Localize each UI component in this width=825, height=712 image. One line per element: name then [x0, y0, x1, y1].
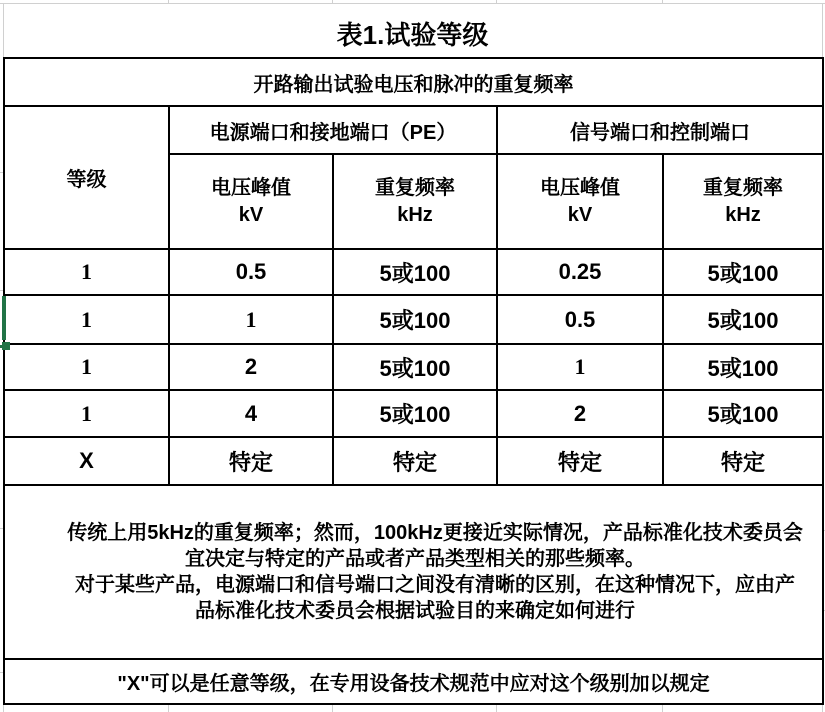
data-cell[interactable]: 5或100: [333, 295, 497, 344]
data-cell[interactable]: 5或100: [333, 249, 497, 295]
test-levels-table: [3, 57, 824, 705]
subheader-line1: 重复频率: [375, 176, 455, 199]
subheader-line2: kHz: [725, 203, 761, 226]
subheader-line2: kV: [238, 203, 264, 226]
subheader-cell[interactable]: [333, 154, 497, 249]
gridline-vertical: [168, 704, 169, 712]
table-row: [4, 106, 823, 154]
data-cell[interactable]: X: [4, 437, 169, 485]
gridline-vertical: [496, 704, 497, 712]
gridline-tick: [168, 0, 169, 4]
data-cell[interactable]: 特定: [497, 437, 663, 485]
table-row: [4, 249, 823, 295]
table-row: [4, 295, 823, 344]
data-cell[interactable]: 特定: [333, 437, 497, 485]
data-cell[interactable]: 特定: [663, 437, 823, 485]
data-cell[interactable]: 0.25: [497, 249, 663, 295]
table-row: [4, 437, 823, 485]
gridline-tick: [662, 0, 663, 4]
table-row: [4, 485, 823, 659]
selection-border: [2, 296, 6, 340]
table-row: [4, 344, 823, 390]
note-line: 传统上用5kHz的重复频率；然而，100kHz更接近实际情况，产品标准化技术委员会: [67, 522, 803, 544]
subheader-cell[interactable]: [169, 154, 333, 249]
data-cell[interactable]: 5或100: [663, 344, 823, 390]
selection-border: [0, 345, 2, 348]
table-row: [4, 58, 823, 106]
data-cell[interactable]: 2: [169, 344, 333, 390]
subheader-line1: 电压峰值: [211, 176, 291, 199]
data-cell[interactable]: 1: [497, 344, 663, 390]
data-cell[interactable]: 5或100: [333, 390, 497, 437]
data-cell[interactable]: 1: [4, 390, 169, 437]
data-cell[interactable]: 0.5: [169, 249, 333, 295]
group-header-cell-signal[interactable]: 信号端口和控制端口: [497, 106, 823, 154]
data-cell[interactable]: 5或100: [333, 344, 497, 390]
level-header-cell[interactable]: 等级: [4, 106, 169, 249]
gridline-vertical: [662, 704, 663, 712]
data-cell[interactable]: 5或100: [663, 295, 823, 344]
data-cell[interactable]: 4: [169, 390, 333, 437]
fill-handle[interactable]: [2, 342, 10, 350]
gridline-horizontal-top: [0, 3, 825, 4]
group-header-cell-power[interactable]: 电源端口和接地端口（PE）: [169, 106, 497, 154]
subheader-line1: 电压峰值: [540, 176, 620, 199]
gridline-vertical: [822, 704, 823, 712]
table-row: [4, 390, 823, 437]
table-row: [4, 659, 823, 704]
data-cell[interactable]: 1: [4, 295, 169, 344]
data-cell[interactable]: 1: [4, 344, 169, 390]
subheader-cell[interactable]: [497, 154, 663, 249]
data-cell[interactable]: 5或100: [663, 249, 823, 295]
data-cell[interactable]: 1: [4, 249, 169, 295]
data-cell[interactable]: 1: [169, 295, 333, 344]
subheader-line2: kHz: [397, 203, 433, 226]
note-line: 品标准化技术委员会根据试验目的来确定如何进行: [195, 600, 636, 622]
note-line: 宜决定与特定的产品或者产品类型相关的那些频率。: [185, 548, 646, 570]
subheader-cell[interactable]: [663, 154, 823, 249]
data-cell[interactable]: 特定: [169, 437, 333, 485]
footer-note-cell[interactable]: "X"可以是任意等级，在专用设备技术规范中应对这个级别加以规定: [4, 659, 823, 704]
span-header-cell[interactable]: 开路输出试验电压和脉冲的重复频率: [4, 58, 823, 106]
gridline-vertical: [332, 704, 333, 712]
subheader-line1: 重复频率: [703, 176, 784, 199]
gridline-tick: [332, 0, 333, 4]
note-line: 对于某些产品，电源端口和信号端口之间没有清晰的区别，在这种情况下，应由产: [75, 574, 796, 596]
subheader-line2: kV: [567, 203, 593, 226]
data-cell[interactable]: 5或100: [663, 390, 823, 437]
page-title: 表1.试验等级: [336, 20, 489, 50]
gridline-vertical: [3, 704, 4, 712]
data-cell[interactable]: 2: [497, 390, 663, 437]
notes-cell[interactable]: [4, 485, 823, 659]
data-cell[interactable]: 0.5: [497, 295, 663, 344]
gridline-tick: [496, 0, 497, 4]
